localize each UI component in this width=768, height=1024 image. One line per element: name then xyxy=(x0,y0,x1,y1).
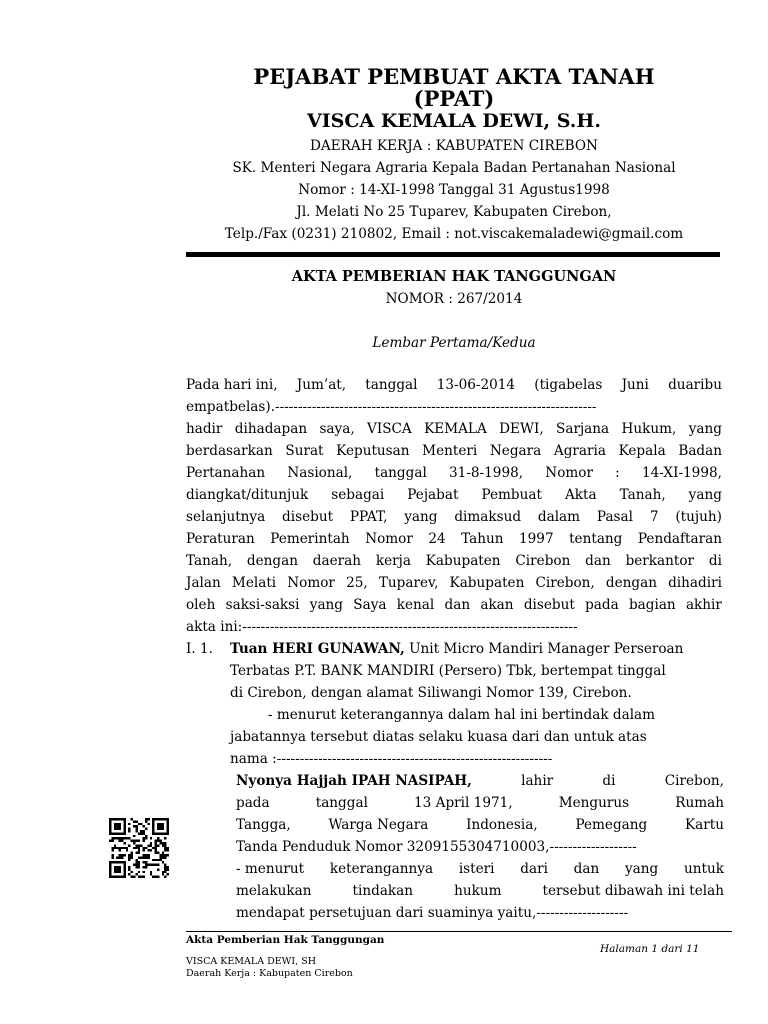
footer-page-number: Halaman 1 dari 11 xyxy=(600,943,700,955)
body-word: DEWI, xyxy=(499,421,544,437)
body-word: Peraturan xyxy=(186,531,255,547)
principal-word: isteri xyxy=(458,861,495,877)
principal-word: lahir xyxy=(521,773,554,789)
body-word: pada xyxy=(585,597,619,613)
principal-line: Tanda Penduduk Nomor 3209155304710003,------------------- xyxy=(236,839,637,855)
principal-word: Indonesia, xyxy=(466,817,538,833)
body-word: 13-06-2014 xyxy=(436,377,516,393)
body-word: tentang xyxy=(569,531,623,547)
principal-word: tersebut dibawah ini telah xyxy=(542,883,724,899)
body-word: Kepala xyxy=(618,443,666,459)
body-word: Badan xyxy=(678,443,722,459)
party-line-5: jabatannya tersebut diatas selaku kuasa dari dan untuk atas xyxy=(230,729,647,745)
body-word: di xyxy=(708,553,722,569)
body-word: dihadapan xyxy=(234,421,308,437)
body-word: sebagai xyxy=(331,487,385,503)
body-line: akta ini:------------------------------------------------------------------------- xyxy=(186,619,578,635)
body-word: Pasal xyxy=(596,509,633,525)
body-word: oleh xyxy=(186,597,216,613)
body-word: Nomor xyxy=(287,575,335,591)
body-word: tanggal xyxy=(374,465,427,481)
body-word: Hukum, xyxy=(621,421,677,437)
body-word: : xyxy=(615,465,620,481)
body-line xyxy=(186,465,722,481)
body-word: disebut xyxy=(523,597,575,613)
body-word: Nomor xyxy=(545,465,593,481)
body-word: Pejabat xyxy=(407,487,459,503)
body-word: Nasional, xyxy=(287,465,353,481)
footer-work-area: Daerah Kerja : Kabupaten Cirebon xyxy=(186,968,353,979)
principal-line xyxy=(236,795,724,811)
party-line-6: nama :------------------------------------------------------------ xyxy=(230,751,553,767)
body-word: Tuparev, xyxy=(378,575,439,591)
sk-line: SK. Menteri Negara Agraria Kepala Badan Pertanahan Nasional xyxy=(232,160,676,176)
body-word: kenal xyxy=(396,597,435,613)
party-role: Unit Micro Mandiri Manager Perseroan xyxy=(409,641,684,657)
body-word: 7 xyxy=(649,509,659,525)
body-line xyxy=(186,487,722,503)
principal-word: - menurut xyxy=(236,861,305,877)
body-word: berdasarkan xyxy=(186,443,273,459)
body-word: akan xyxy=(480,597,514,613)
body-word: dimaksud xyxy=(454,509,522,525)
body-word: 24 xyxy=(428,531,446,547)
work-area: DAERAH KERJA : KABUPATEN CIREBON xyxy=(310,138,598,154)
body-word: disebut xyxy=(282,509,334,525)
sk-number: Nomor : 14-XI-1998 Tanggal 31 Agustus1998 xyxy=(298,182,610,198)
principal-word: dari xyxy=(520,861,548,877)
principal-line xyxy=(236,883,724,899)
body-word: Negara xyxy=(489,443,542,459)
principal-word: Warga Negara xyxy=(328,817,429,833)
principal-word: Nyonya Hajjah IPAH NASIPAH, xyxy=(236,773,472,789)
principal-word: Cirebon, xyxy=(664,773,724,789)
address: Jl. Melati No 25 Tuparev, Kabupaten Cirebon, xyxy=(296,204,612,220)
body-word: Jum’at, xyxy=(296,377,347,393)
body-word: yang xyxy=(309,597,344,613)
principal-line xyxy=(236,773,724,789)
body-word: Kabupaten xyxy=(449,575,525,591)
body-word: (tigabelas xyxy=(534,377,603,393)
body-word: Tanah, xyxy=(619,487,666,503)
body-word: saksi-saksi xyxy=(225,597,300,613)
body-word: akhir xyxy=(685,597,722,613)
body-line xyxy=(186,421,722,437)
principal-word: 13 April 1971, xyxy=(414,795,513,811)
body-word: dihadiri xyxy=(668,575,722,591)
principal-word: Mengurus xyxy=(558,795,630,811)
body-line xyxy=(186,597,722,613)
body-word: Jalan xyxy=(186,575,221,591)
principal-word: pada xyxy=(236,795,270,811)
body-word: dalam xyxy=(537,509,581,525)
body-line xyxy=(186,575,722,591)
body-word: Tanah, xyxy=(186,553,233,569)
footer-rule xyxy=(186,931,732,932)
title-line-1: PEJABAT PEMBUAT AKTA TANAH xyxy=(253,64,655,89)
principal-line xyxy=(236,861,724,877)
body-word: Cirebon xyxy=(515,553,571,569)
body-word: 14-XI-1998, xyxy=(641,465,722,481)
party-line-2: Terbatas P.T. BANK MANDIRI (Persero) Tbk, bertempat tinggal xyxy=(230,663,666,679)
body-word: Surat xyxy=(285,443,324,459)
body-word: dan xyxy=(444,597,471,613)
body-word: berkantor xyxy=(625,553,695,569)
principal-word: di xyxy=(602,773,616,789)
body-word: Cirebon, xyxy=(535,575,595,591)
principal-word: Rumah xyxy=(675,795,724,811)
party-line-4: - menurut keterangannya dalam hal ini bertindak dalam xyxy=(268,707,656,723)
body-word: Nomor xyxy=(365,531,413,547)
contact: Telp./Fax (0231) 210802, Email : not.viscakemaladewi@gmail.com xyxy=(224,226,684,242)
body-word: Menteri xyxy=(422,443,478,459)
title-line-2: (PPAT) xyxy=(413,86,495,111)
body-word: diangkat/ditunjuk xyxy=(186,487,309,503)
party-line-3: di Cirebon, dengan alamat Siliwangi Nomor 139, Cirebon. xyxy=(230,685,632,701)
principal-word: yang xyxy=(624,861,659,877)
deed-number: NOMOR : 267/2014 xyxy=(385,291,523,307)
body-word: VISCA xyxy=(367,421,412,437)
body-word: saya, xyxy=(319,421,355,437)
principal-word: tanggal xyxy=(315,795,368,811)
principal-word: hukum xyxy=(454,883,502,899)
body-line xyxy=(186,531,722,547)
qr-code xyxy=(108,818,170,878)
body-word: bagian xyxy=(628,597,676,613)
body-line xyxy=(186,443,722,459)
body-word: dengan xyxy=(605,575,657,591)
body-line xyxy=(186,553,722,569)
principal-line xyxy=(236,817,724,833)
footer-ppat-name: VISCA KEMALA DEWI, SH xyxy=(186,956,316,967)
footer-doc-title: Akta Pemberian Hak Tanggungan xyxy=(186,934,385,946)
principal-word: melakukan xyxy=(236,883,312,899)
body-word: yang xyxy=(688,487,722,503)
body-word: Pada hari ini, xyxy=(186,377,278,393)
body-line xyxy=(186,509,722,525)
party-numbering: I. 1. xyxy=(186,641,213,657)
body-word: tanggal xyxy=(365,377,418,393)
body-line xyxy=(186,377,722,393)
body-word: Melati xyxy=(231,575,277,591)
deed-title: AKTA PEMBERIAN HAK TANGGUNGAN xyxy=(291,268,617,285)
body-word: Pembuat xyxy=(481,487,542,503)
body-word: hadir xyxy=(186,421,223,437)
body-line: empatbelas).---------------------------------------------------------------------- xyxy=(186,399,597,415)
principal-word: dan xyxy=(573,861,600,877)
body-word: yang xyxy=(404,509,438,525)
body-word: 25, xyxy=(346,575,368,591)
principal-word: keterangannya xyxy=(329,861,434,877)
body-word: Agraria xyxy=(553,443,606,459)
principal-word: Pemegang xyxy=(575,817,648,833)
body-word: PPAT, xyxy=(349,509,388,525)
body-word: KEMALA xyxy=(424,421,487,437)
body-word: Akta xyxy=(564,487,597,503)
body-word: Tahun xyxy=(461,531,504,547)
body-word: Juni xyxy=(621,377,649,393)
sheet-label: Lembar Pertama/Kedua xyxy=(372,335,536,351)
body-word: (tujuh) xyxy=(675,509,722,525)
ppat-name: VISCA KEMALA DEWI, S.H. xyxy=(307,110,601,132)
body-word: yang xyxy=(688,421,722,437)
body-word: Pendaftaran xyxy=(637,531,722,547)
party-line-1 xyxy=(230,641,683,657)
principal-word: untuk xyxy=(683,861,724,877)
body-word: dan xyxy=(585,553,611,569)
letterhead-title xyxy=(186,66,722,110)
body-word: 1997 xyxy=(519,531,554,547)
body-word: dengan xyxy=(246,553,298,569)
body-word: selanjutnya xyxy=(186,509,266,525)
body-word: 31-8-1998, xyxy=(449,465,524,481)
body-word: Sarjana xyxy=(556,421,610,437)
body-word: Saya xyxy=(353,597,387,613)
body-word: Pertanahan xyxy=(186,465,266,481)
body-word: Pemerintah xyxy=(270,531,350,547)
body-word: kerja xyxy=(375,553,411,569)
body-word: Keputusan xyxy=(336,443,410,459)
principal-word: tindakan xyxy=(352,883,414,899)
body-word: daerah xyxy=(312,553,362,569)
header-rule xyxy=(186,252,720,257)
principal-word: Kartu xyxy=(684,817,724,833)
body-word: duaribu xyxy=(668,377,722,393)
principal-word: Tangga, xyxy=(236,817,291,833)
body-word: Kabupaten xyxy=(425,553,501,569)
party-name: Tuan HERI GUNAWAN, xyxy=(230,641,405,657)
principal-line: mendapat persetujuan dari suaminya yaitu,-------------------- xyxy=(236,905,629,921)
